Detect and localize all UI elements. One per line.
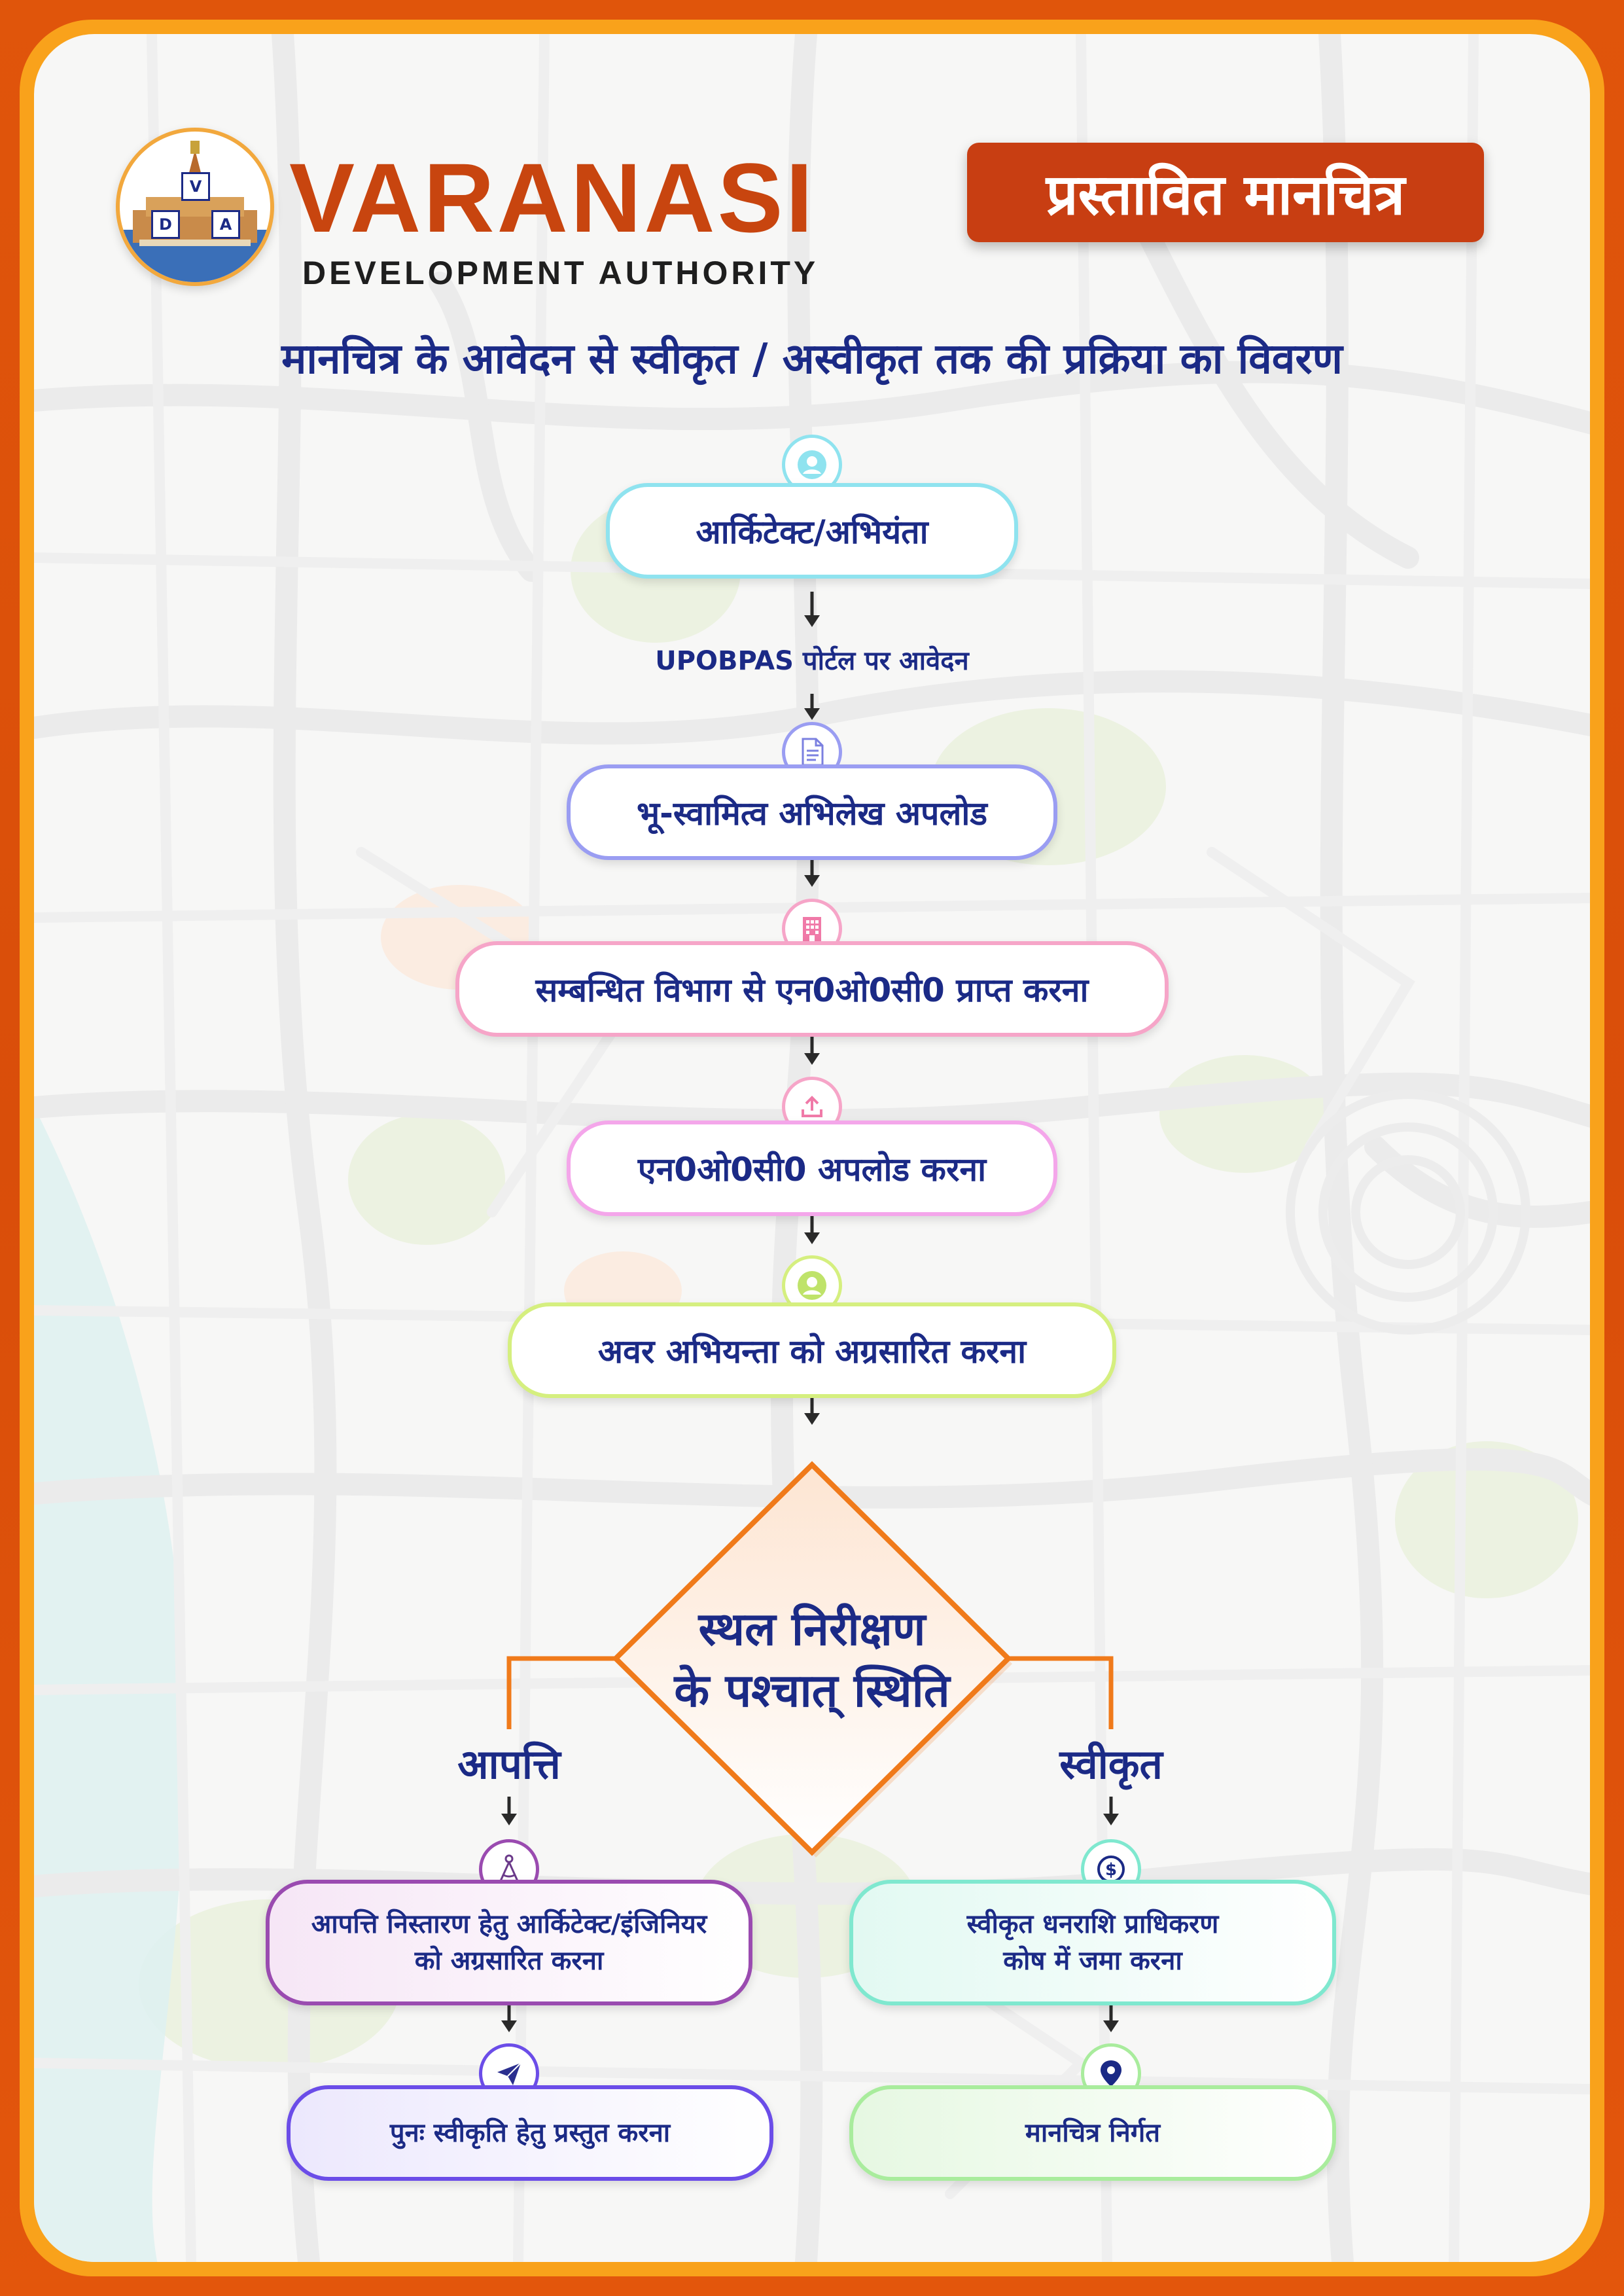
step-land-record-upload: भू-स्वामित्व अभिलेख अपलोड bbox=[567, 764, 1057, 860]
decision-text bbox=[648, 1598, 976, 1721]
proposed-map-tag: प्रस्तावित मानचित्र bbox=[967, 143, 1484, 242]
poster-card bbox=[34, 34, 1590, 2262]
objection-label: आपत्ति bbox=[457, 1740, 561, 1788]
objection-resolution-line-2: को अग्रसारित करना bbox=[414, 1946, 604, 1976]
step-map-issued: मानचित्र निर्गत bbox=[849, 2085, 1336, 2181]
approved-label: स्वीकृत bbox=[1059, 1740, 1163, 1788]
step-deposit-fee bbox=[849, 1880, 1336, 2005]
decision-line-1: स्थल निरीक्षण bbox=[698, 1602, 926, 1656]
step-obtain-noc: सम्बन्धित विभाग से एन0ओ0सी0 प्राप्त करना bbox=[455, 941, 1169, 1037]
brand-subtitle: DEVELOPMENT AUTHORITY bbox=[302, 255, 819, 291]
logo-letter-a: A bbox=[211, 210, 240, 239]
step-objection-resolution bbox=[266, 1880, 752, 2005]
brand-title: VARANASI bbox=[289, 143, 816, 253]
step-architect: आर्किटेक्ट/अभियंता bbox=[606, 483, 1018, 579]
main-title: मानचित्र के आवेदन से स्वीकृत / अस्वीकृत तक की प्रक्रिया का विवरण bbox=[281, 335, 1343, 384]
svg-text:$: $ bbox=[1104, 1860, 1118, 1880]
step-resubmit-for-approval: पुनः स्वीकृति हेतु प्रस्तुत करना bbox=[287, 2085, 773, 2181]
deposit-fee-line-1: स्वीकृत धनराशि प्राधिकरण bbox=[966, 1909, 1219, 1939]
step-forward-junior-engineer: अवर अभियन्ता को अग्रसारित करना bbox=[508, 1302, 1116, 1398]
objection-resolution-line-1: आपत्ति निस्तारण हेतु आर्किटेक्ट/इंजिनियर bbox=[311, 1909, 707, 1939]
decision-line-2: के पश्चात् स्थिति bbox=[674, 1664, 950, 1717]
logo-letter-d: D bbox=[151, 210, 180, 239]
deposit-fee-line-2: कोष में जमा करना bbox=[1003, 1946, 1182, 1976]
step-upload-noc: एन0ओ0सी0 अपलोड करना bbox=[567, 1121, 1057, 1216]
portal-application-note: UPOBPAS पोर्टल पर आवेदन bbox=[655, 646, 969, 676]
logo-letter-v: V bbox=[181, 172, 210, 201]
